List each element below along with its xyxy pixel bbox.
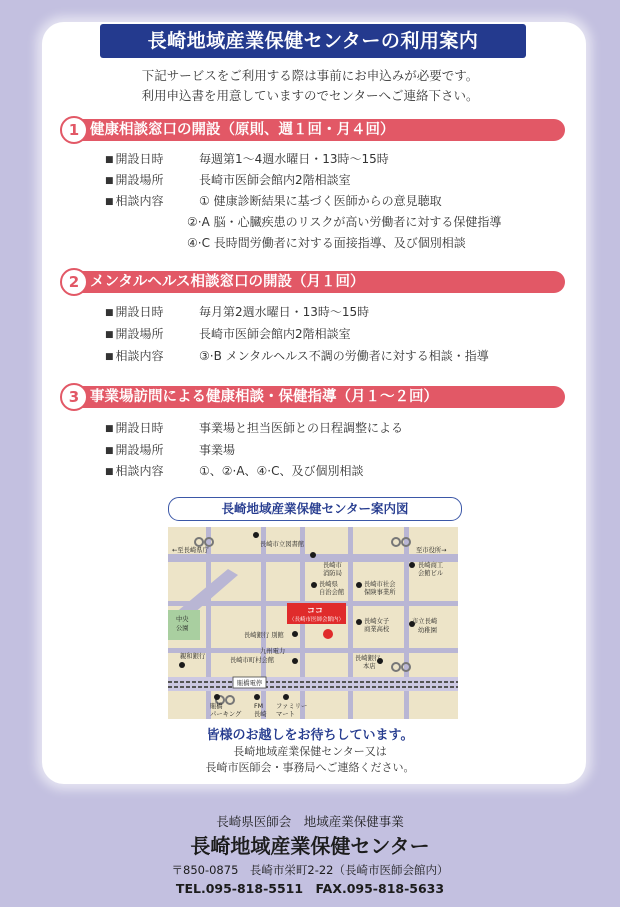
map-label-tram: 賑橋電停 [237, 680, 263, 687]
section-1-content-3: ④·C 長時間労働者に対する面接指導、及び個別相談 [187, 236, 466, 250]
map-label-prefecture-office: ←至長崎県庁 [172, 547, 209, 554]
section-1-header [58, 116, 565, 144]
section-2-header [58, 268, 565, 296]
contact-note-1: 長崎地域産業保健センター又は [233, 745, 387, 758]
map-label-kyushu-1: 九州電力 [260, 648, 286, 655]
map-label-kyushu-2: 長崎市町村会館 [230, 657, 275, 664]
map-label-joshi-2: 商業高校 [364, 626, 390, 633]
page-title: 長崎地域産業保健センターの利用案内 [100, 24, 526, 58]
map-label-bank-main-2: 本店 [363, 663, 376, 670]
section-3-row-content: ■ 相談内容 ①、②·A、④·C、及び個別相談 [105, 462, 364, 479]
map-label-fm-1: FM [254, 703, 264, 710]
map-label-mart-2: マート [276, 711, 295, 718]
map-label-parking-1: 賑橋 [210, 703, 223, 710]
map-label-parking-2: パーキング [210, 711, 242, 718]
map-label-fire-2: 消防局 [323, 570, 342, 577]
footer-address: 〒850-0875 長崎市栄町2-22（長崎市医師会館内） [171, 863, 449, 877]
section-1-row-place: ■ 開設場所 長崎市医師会館内2階相談室 [105, 171, 351, 188]
intro-line-1: 下記サービスをご利用する際は事前にお申込みが必要です。 [141, 68, 479, 83]
contact-note-2: 長崎市医師会・事務局へご連絡ください。 [205, 761, 415, 774]
section-2-heading: メンタルヘルス相談窓口の開設（月１回） [90, 274, 365, 290]
section-3-heading: 事業場訪問による健康相談・保健指導（月１〜２回） [90, 389, 438, 405]
footer-phone-fax: TEL.095-818-5511 FAX.095-818-5633 [175, 881, 445, 896]
map-title: 長崎地域産業保健センター案内図 [168, 497, 462, 521]
section-1-heading: 健康相談窓口の開設（原則、週１回・月４回） [90, 122, 395, 138]
section-3-row-place: ■ 開設場所 事業場 [105, 441, 235, 458]
map-label-shoko-1: 長崎商工 [418, 562, 444, 569]
section-3-row-date: ■ 開設日時 事業場と担当医師との日程調整による [105, 419, 403, 436]
tram-road [168, 677, 458, 691]
footer-org: 長崎県医師会 地域産業保健事業 [216, 814, 404, 829]
welcome-message: 皆様のお越しをお待ちしています。 [206, 728, 414, 743]
map-label-shinwa: 親和銀行 [180, 653, 206, 660]
map-label-shakai-2: 保険事業所 [364, 589, 396, 596]
map-label-mart-1: ファミリー [276, 703, 308, 710]
map-label-kokaido-1: 長崎県 [319, 581, 338, 588]
location-map [168, 527, 458, 719]
section-2-row-place: ■ 開設場所 長崎市医師会館内2階相談室 [105, 325, 351, 342]
map-label-shoko-2: 会館ビル [418, 570, 444, 577]
map-label-bank-main-1: 長崎銀行 [355, 655, 381, 662]
map-label-fire-1: 長崎市 [323, 562, 342, 569]
footer-center-name: 長崎地域産業保健センター [190, 834, 430, 858]
map-label-kindergarten-2: 幼稚園 [418, 627, 437, 634]
map-label-fm-2: 長崎 [254, 711, 267, 718]
map-label-joshi-1: 長崎女子 [364, 618, 390, 625]
map-label-city-office: 至市役所→ [416, 547, 447, 554]
map-label-here-sub: （長崎市医師会館内） [289, 617, 345, 623]
section-1-number: 1 [60, 116, 88, 144]
intro-line-2: 利用申込書を用意していますのでセンターへご連絡下さい。 [141, 88, 479, 103]
map-label-kindergarten-1: 市立長崎 [412, 618, 438, 625]
section-2-row-date: ■ 開設日時 毎月第2週水曜日・13時〜15時 [105, 303, 369, 320]
section-2-row-content: ■ 相談内容 ③·B メンタルヘルス不調の労働者に対する相談・指導 [105, 347, 489, 364]
here-marker [323, 629, 333, 639]
map-label-kokaido-2: 自治会館 [319, 589, 345, 596]
map-label-library: 長崎市立図書館 [260, 541, 305, 548]
section-3-number: 3 [60, 383, 88, 411]
map-label-shakai-1: 長崎市社会 [364, 581, 396, 588]
section-3-header [58, 383, 565, 411]
section-1-content-2: ②·A 脳・心臓疾患のリスクが高い労働者に対する保健指導 [187, 215, 502, 229]
section-2-number: 2 [60, 268, 88, 296]
map-label-park-2: 公園 [176, 625, 189, 632]
section-1-row-date: ■ 開設日時 毎週第1〜4週水曜日・13時〜15時 [105, 150, 389, 167]
map-label-park-1: 中央 [176, 616, 189, 623]
map-label-here: ココ [307, 606, 323, 615]
map-label-bank-annex: 長崎銀行 別館 [244, 632, 284, 639]
section-1-row-content: ■ 相談内容 ① 健康診断結果に基づく医師からの意見聴取 [105, 192, 442, 209]
